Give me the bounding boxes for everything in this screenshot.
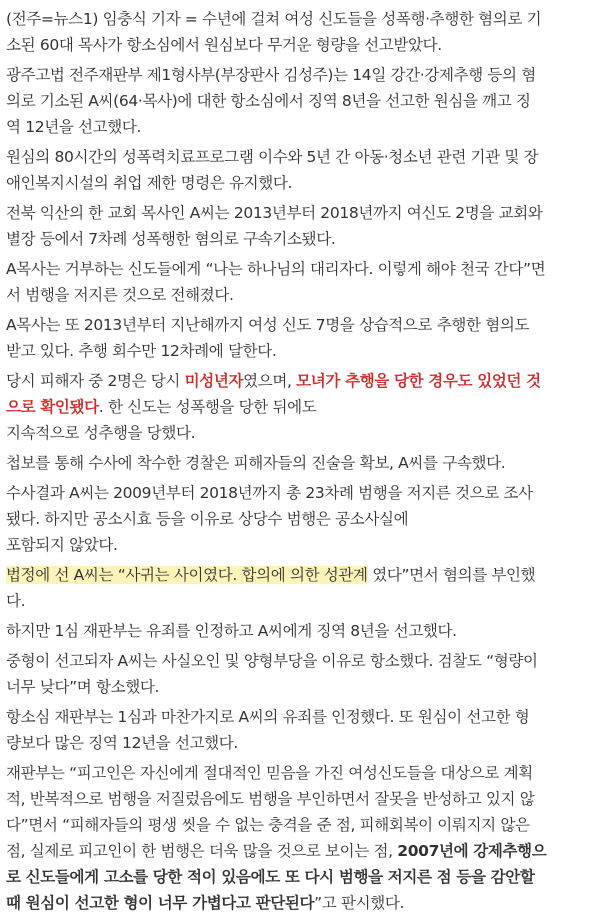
text-segment: 다. bbox=[6, 592, 26, 610]
text-line bbox=[6, 200, 590, 226]
paragraph bbox=[6, 480, 590, 558]
text-segment: 다”면서 “피해자들의 평생 씻을 수 없는 충격을 준 점, 피해회복이 이뤄지지 않은 bbox=[6, 816, 530, 834]
text-segment: 지속적으로 성추행을 당했다. bbox=[6, 424, 196, 442]
text-segment: 적, 반복적으로 범행을 저질렀음에도 범행을 부인하면서 잘못을 반성하고 있지 않 bbox=[6, 790, 535, 808]
text-segment: 애인복지시설의 취업 제한 명령은 유지했다. bbox=[6, 174, 293, 192]
text-line bbox=[6, 648, 590, 674]
text-line bbox=[6, 480, 590, 506]
text-line bbox=[6, 704, 590, 730]
emphasis-red: 으로 확인됐다 bbox=[6, 398, 99, 416]
text-line bbox=[6, 312, 590, 338]
text-segment: 량보다 많은 징역 12년을 선고했다. bbox=[6, 734, 239, 752]
text-segment: 였으며, bbox=[243, 372, 297, 390]
text-segment: 전북 익산의 한 교회 목사인 A씨는 2013년부터 2018년까지 여신도 2명을 교회와 bbox=[6, 204, 543, 222]
text-segment: 별장 등에서 7차례 성폭행한 혐의로 구속기소됐다. bbox=[6, 230, 336, 248]
text-line bbox=[6, 226, 590, 252]
text-segment: 소된 60대 목사가 항소심에서 원심보다 무거운 형량을 선고받았다. bbox=[6, 36, 442, 54]
highlight-quote: 법정에 선 A씨는 “사귀는 사이였다. 합의에 의한 성관계 bbox=[6, 566, 368, 584]
paragraph bbox=[6, 760, 590, 916]
text-line bbox=[6, 450, 590, 476]
text-line bbox=[6, 730, 590, 756]
text-line bbox=[6, 170, 590, 196]
text-segment: 서 범행을 저지른 것으로 전해졌다. bbox=[6, 286, 234, 304]
text-segment: 항소심 재판부는 1심과 마찬가지로 A씨의 유죄를 인정했다. 또 원심이 선고한 형 bbox=[6, 708, 530, 726]
text-segment: 재판부는 “피고인은 자신에게 절대적인 믿음을 가진 여성신도들을 대상으로 계획 bbox=[6, 764, 533, 782]
text-segment: 원심의 80시간의 성폭력치료프로그램 이수와 5년 간 아동·청소년 관련 기관 및 장 bbox=[6, 148, 539, 166]
text-segment: 받고 있다. 추행 회수만 12차례에 달한다. bbox=[6, 342, 277, 360]
text-segment: 의로 기소된 A씨(64·목사)에 대한 항소심에서 징역 8년을 선고한 원심을 깨고 징 bbox=[6, 92, 531, 110]
text-line bbox=[6, 506, 590, 532]
text-segment: 하지만 1심 재판부는 유죄를 인정하고 A씨에게 징역 8년을 선고했다. bbox=[6, 622, 457, 640]
text-segment: 역 12년을 선고했다. bbox=[6, 118, 142, 136]
bold-text: 때 원심이 선고한 형이 너무 가볍다고 판단된다 bbox=[6, 894, 315, 912]
text-segment: . 한 신도는 성폭행을 당한 뒤에도 bbox=[98, 398, 317, 416]
paragraph bbox=[6, 62, 590, 140]
text-line bbox=[6, 420, 590, 446]
text-segment: 점, 실제로 피고인이 한 범행은 더욱 많을 것으로 보이는 점, bbox=[6, 842, 398, 860]
text-line bbox=[6, 338, 590, 364]
text-line bbox=[6, 62, 590, 88]
bold-text: 2007년에 강제추행으 bbox=[397, 842, 547, 860]
text-line bbox=[6, 394, 590, 420]
paragraph bbox=[6, 200, 590, 252]
paragraph bbox=[6, 648, 590, 700]
text-segment: 너무 낮다”며 항소했다. bbox=[6, 678, 160, 696]
paragraph bbox=[6, 618, 590, 644]
text-line bbox=[6, 532, 590, 558]
paragraph bbox=[6, 368, 590, 446]
text-line bbox=[6, 760, 590, 786]
text-segment: 첩보를 통해 수사에 착수한 경찰은 피해자들의 진술을 확보, A씨를 구속했다. bbox=[6, 454, 506, 472]
paragraph bbox=[6, 562, 590, 614]
bold-text: 로 신도들에게 고소를 당한 적이 있음에도 또 다시 범행을 저지른 점 등을 감안할 bbox=[6, 868, 535, 886]
text-segment: A목사는 또 2013년부터 지난해까지 여성 신도 7명을 상습적으로 추행한 혐의도 bbox=[6, 316, 530, 334]
text-line bbox=[6, 618, 590, 644]
text-line bbox=[6, 890, 590, 916]
text-line bbox=[6, 588, 590, 614]
paragraph bbox=[6, 704, 590, 756]
text-line bbox=[6, 864, 590, 890]
text-segment: 됐다. 하지만 공소시효 등을 이유로 상당수 범행은 공소사실에 bbox=[6, 510, 409, 528]
text-segment: 중형이 선고되자 A씨는 사실오인 및 양형부당을 이유로 항소했다. 검찰도 “형량이 bbox=[6, 652, 538, 670]
text-line bbox=[6, 812, 590, 838]
text-line bbox=[6, 786, 590, 812]
paragraph bbox=[6, 312, 590, 364]
text-line bbox=[6, 6, 590, 32]
paragraph bbox=[6, 256, 590, 308]
text-line bbox=[6, 368, 590, 394]
text-line bbox=[6, 674, 590, 700]
text-segment: 수사결과 A씨는 2009년부터 2018년까지 총 23차례 범행을 저지른 것으로 조사 bbox=[6, 484, 533, 502]
text-line bbox=[6, 144, 590, 170]
text-line bbox=[6, 32, 590, 58]
emphasis-red: 미성년자 bbox=[184, 372, 244, 390]
text-segment: 포함되지 않았다. bbox=[6, 536, 118, 554]
text-line bbox=[6, 114, 590, 140]
text-line bbox=[6, 88, 590, 114]
paragraph bbox=[6, 450, 590, 476]
emphasis-red: 모녀가 추행을 당한 경우도 있었던 것 bbox=[296, 372, 541, 390]
text-segment: 광주고법 전주재판부 제1형사부(부장판사 김성주)는 14일 강간·강제추행 등의 혐 bbox=[6, 66, 536, 84]
text-segment: ”고 판시했다. bbox=[314, 894, 405, 912]
text-line bbox=[6, 256, 590, 282]
text-line bbox=[6, 562, 590, 588]
text-line bbox=[6, 838, 590, 864]
text-segment: A목사는 거부하는 신도들에게 “나는 하나님의 대리자다. 이렇게 해야 천국 간다”면 bbox=[6, 260, 546, 278]
text-line bbox=[6, 282, 590, 308]
text-segment: 당시 피해자 중 2명은 당시 bbox=[6, 372, 185, 390]
paragraph bbox=[6, 6, 590, 58]
paragraph bbox=[6, 144, 590, 196]
text-segment: (전주=뉴스1) 임충식 기자 = 수년에 걸쳐 여성 신도들을 성폭행·추행한 혐의로 기 bbox=[6, 10, 542, 28]
text-segment: 였다”면서 혐의를 부인했 bbox=[367, 566, 536, 584]
